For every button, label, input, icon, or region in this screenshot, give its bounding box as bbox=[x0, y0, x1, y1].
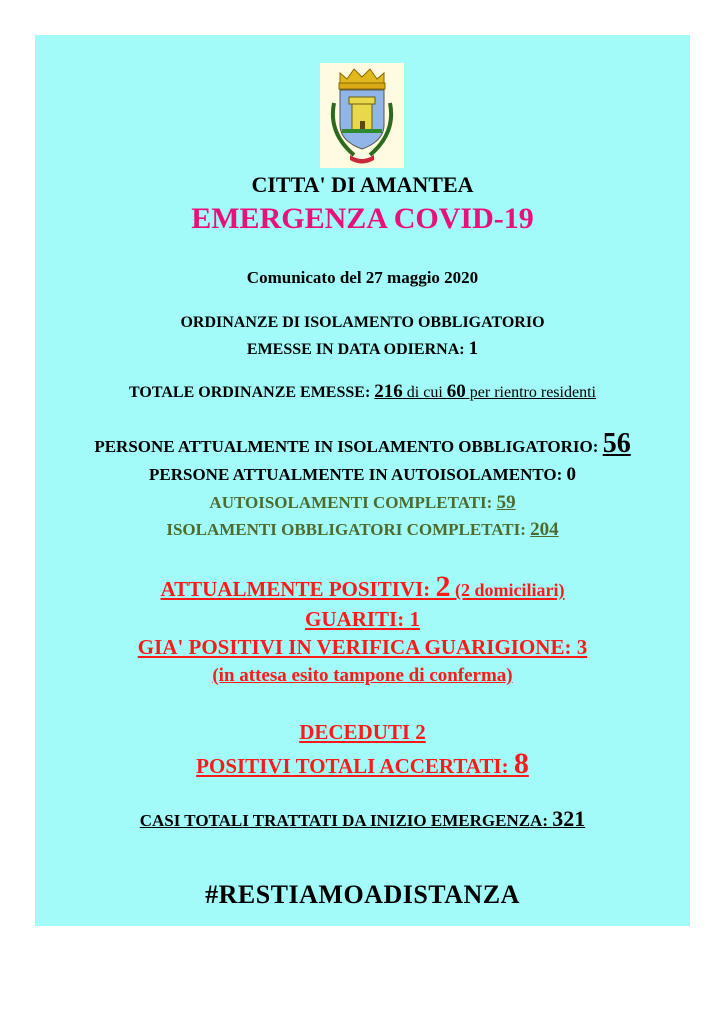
isolation-orders-line1: ORDINANZE DI ISOLAMENTO OBBLIGATORIO bbox=[180, 314, 545, 331]
current-positives-label: ATTUALMENTE POSITIVI: bbox=[160, 577, 436, 601]
self-isolation-completed-value: 59 bbox=[496, 492, 516, 513]
total-orders-label: TOTALE ORDINANZE EMESSE: bbox=[129, 384, 375, 401]
mandatory-isolation-completed-label: ISOLAMENTI OBBLIGATORI COMPLETATI: bbox=[166, 520, 531, 539]
self-isolation-label: PERSONE ATTUALMENTE IN AUTOISOLAMENTO: bbox=[148, 465, 567, 484]
total-cases-label: CASI TOTALI TRATTATI DA INIZIO EMERGENZA: bbox=[139, 811, 553, 830]
total-positives-value: 8 bbox=[513, 747, 529, 780]
residents-label: per rientro residenti bbox=[465, 384, 596, 401]
mandatory-isolation-completed-line bbox=[35, 519, 690, 541]
mandatory-isolation-label: PERSONE ATTUALMENTE IN ISOLAMENTO OBBLIGATORIO: bbox=[94, 437, 603, 456]
emergency-title: EMERGENZA COVID-19 bbox=[191, 202, 534, 235]
hashtag: #RESTIAMOADISTANZA bbox=[205, 880, 520, 909]
isolation-orders-value: 1 bbox=[468, 338, 479, 359]
current-positives-line bbox=[35, 570, 690, 604]
verifying-note: (in attesa esito tampone di conferma) bbox=[212, 665, 513, 686]
self-isolation-completed-label: AUTOISOLAMENTI COMPLETATI: bbox=[209, 493, 497, 512]
amantea-crest-icon bbox=[320, 63, 404, 168]
communique-date: Comunicato del 27 maggio 2020 bbox=[246, 268, 479, 287]
mandatory-isolation-line bbox=[35, 428, 690, 460]
total-cases-line bbox=[35, 806, 690, 832]
total-orders-line bbox=[35, 381, 690, 403]
recovered-line: GUARITI: 1 bbox=[305, 607, 420, 631]
self-isolation-completed-line bbox=[35, 492, 690, 514]
total-orders-value: 216 bbox=[374, 381, 403, 402]
mandatory-isolation-completed-value: 204 bbox=[530, 519, 559, 540]
total-cases-value: 321 bbox=[552, 806, 586, 831]
total-orders-mid: di cui bbox=[402, 384, 447, 401]
self-isolation-value: 0 bbox=[566, 464, 577, 485]
isolation-orders-line2 bbox=[35, 338, 690, 360]
mandatory-isolation-value: 56 bbox=[602, 428, 631, 459]
current-positives-value: 2 bbox=[435, 570, 451, 603]
total-positives-label: POSITIVI TOTALI ACCERTATI: bbox=[196, 754, 514, 778]
verifying-line: GIA' POSITIVI IN VERIFICA GUARIGIONE: 3 bbox=[137, 635, 588, 659]
residents-value: 60 bbox=[446, 381, 466, 402]
total-positives-line bbox=[35, 747, 690, 781]
isolation-orders-label: EMESSE IN DATA ODIERNA: bbox=[246, 341, 469, 358]
city-title: CITTA' DI AMANTEA bbox=[251, 172, 474, 197]
self-isolation-line bbox=[35, 464, 690, 486]
deceased-line: DECEDUTI 2 bbox=[299, 720, 426, 744]
current-positives-note: (2 domiciliari) bbox=[450, 580, 565, 600]
